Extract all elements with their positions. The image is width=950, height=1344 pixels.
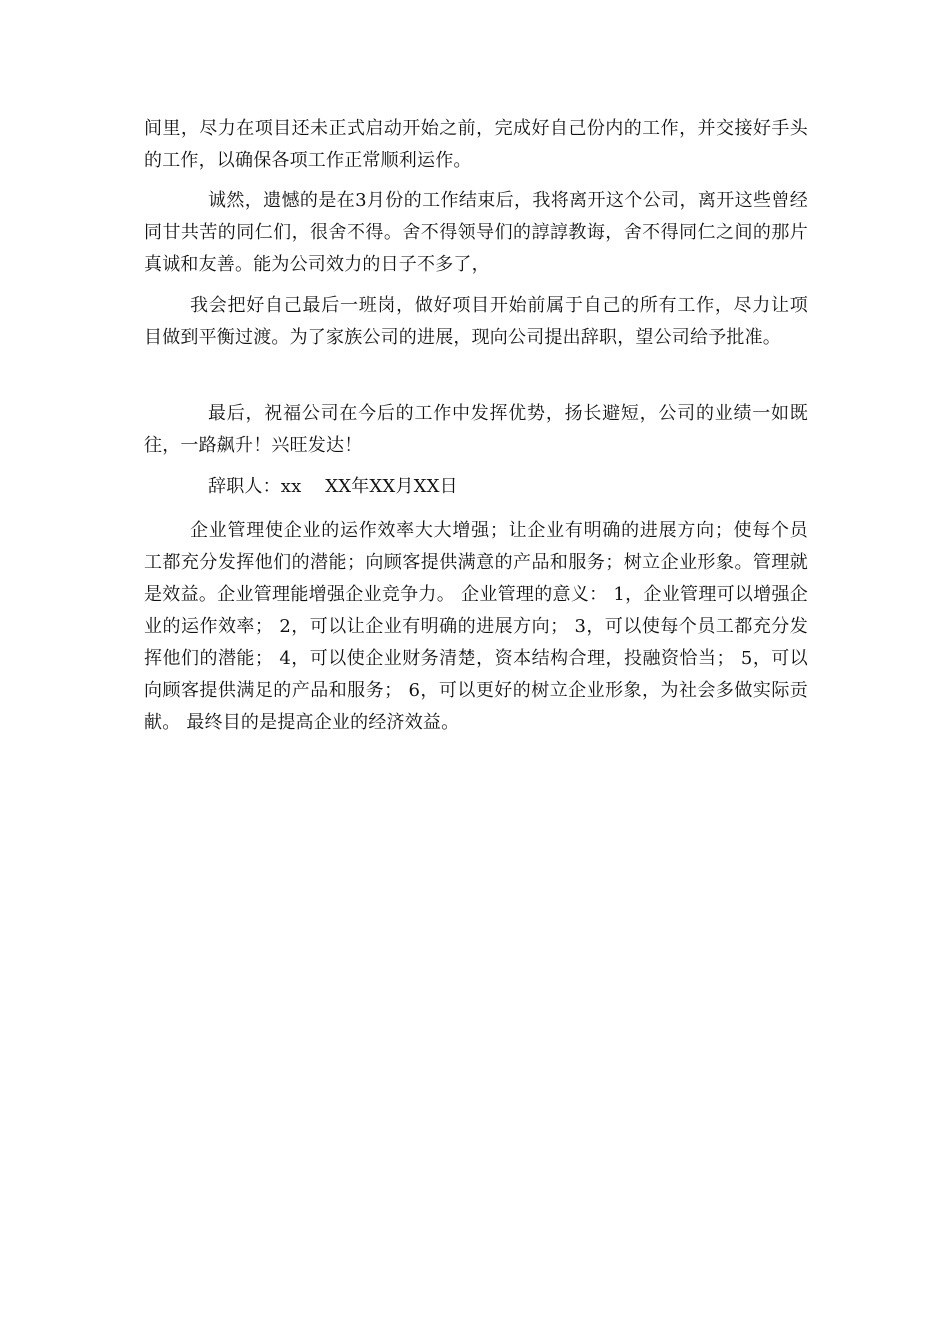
paragraph-handover: 间里，尽力在项目还未正式启动开始之前，完成好自己份内的工作，并交接好手头的工作，以确保各项工作正常顺利运作。 [144, 118, 808, 171]
paragraph-blessing: 最后，祝福公司在今后的工作中发挥优势，扬长避短，公司的业绩一如既往，一路飙升！兴旺发达！ [144, 403, 808, 456]
signature-line: 辞职人：xx XX年XX月XX日 [208, 476, 458, 497]
paragraph-management: 企业管理使企业的运作效率大大增强；让企业有明确的进展方向；使每个员工都充分发挥他们的潜能；向顾客提供满意的产品和服务；树立企业形象。管理就是效益。企业管理能增强企业竞争力。 企业管理的意义： 1，企业管理可以增强企业的运作效率； 2，可以让企业有明确的进展方向； 3，可以使每个员工都充分发挥他们的潜能； 4，可以使企业财务清楚，资本结构合理，投融资恰当； 5，可以向顾客提供满足的产品和服务； 6，可以更好的树立企业形象，为社会多做实际贡献。 最终目的是提高企业的经济效益。 [144, 520, 808, 733]
paragraph-regret: 诚然，遗憾的是在3月份的工作结束后，我将离开这个公司，离开这些曾经同甘共苦的同仁们，很舍不得。舍不得领导们的諄諄教诲，舍不得同仁之间的那片真诚和友善。能为公司效力的日子不多了， [144, 190, 808, 275]
paragraph-last-post: 我会把好自己最后一班岗，做好项目开始前属于自己的所有工作，尽力让项目做到平衡过渡。为了家族公司的进展，现向公司提出辞职，望公司给予批准。 [144, 295, 808, 348]
